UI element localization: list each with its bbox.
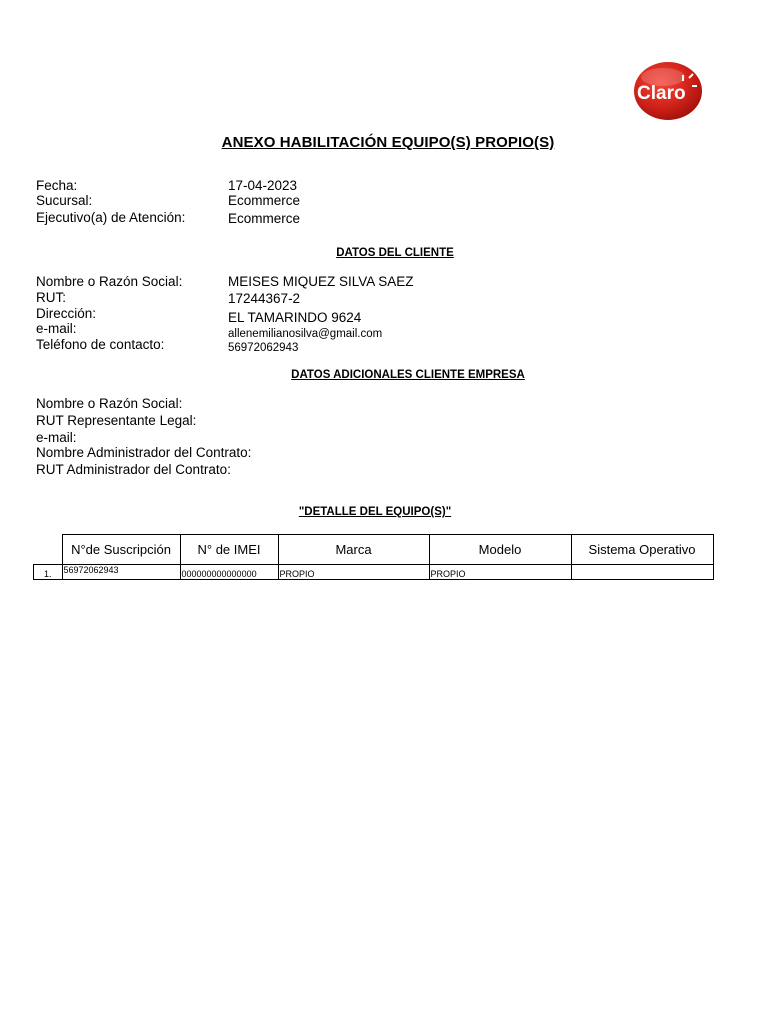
cliente-section-title: DATOS DEL CLIENTE	[336, 247, 454, 259]
col-imei-header: N° de IMEI	[180, 535, 278, 565]
empresa-section-title: DATOS ADICIONALES CLIENTE EMPRESA	[291, 369, 525, 381]
cliente-rut-value: 17244367-2	[228, 291, 301, 306]
cell-marca: PROPIO	[278, 565, 429, 580]
ejecutivo-label: Ejecutivo(a) de Atención:	[36, 210, 186, 225]
cliente-rut-label: RUT:	[36, 290, 66, 305]
cliente-email-label: e-mail:	[36, 321, 77, 336]
cell-so	[571, 565, 713, 580]
empresa-email-label: e-mail:	[36, 430, 77, 445]
col-marca-header: Marca	[278, 535, 429, 565]
document-title: ANEXO HABILITACIÓN EQUIPO(S) PROPIO(S)	[221, 134, 555, 151]
fecha-value: 17-04-2023	[228, 178, 298, 193]
sucursal-label: Sucursal:	[36, 193, 93, 208]
empresa-nombre-label: Nombre o Razón Social:	[36, 396, 183, 411]
empresa-rut-admin-label: RUT Administrador del Contrato:	[36, 462, 231, 477]
equipo-section-title: "DETALLE DEL EQUIPO(S)"	[298, 506, 452, 518]
empresa-rut-rep-label: RUT Representante Legal:	[36, 413, 197, 428]
sucursal-value: Ecommerce	[228, 193, 301, 208]
cliente-email-value: allenemilianosilva@gmail.com	[228, 328, 383, 340]
cliente-nombre-value: MEISES MIQUEZ SILVA SAEZ	[228, 274, 414, 289]
claro-logo	[633, 61, 703, 121]
row-number: 1.	[34, 565, 63, 580]
table-row	[34, 565, 714, 580]
table-header-row	[34, 535, 714, 565]
cell-modelo: PROPIO	[429, 565, 571, 580]
fecha-label: Fecha:	[36, 178, 78, 193]
row-number-header	[34, 535, 63, 565]
cell-imei: 000000000000000	[180, 565, 278, 580]
cliente-direccion-value: EL TAMARINDO 9624	[228, 310, 362, 325]
cliente-direccion-label: Dirección:	[36, 306, 97, 321]
cliente-telefono-value: 56972062943	[228, 342, 299, 354]
equipment-table	[33, 534, 714, 580]
col-so-header: Sistema Operativo	[571, 535, 713, 565]
cell-suscripcion: 56972062943	[62, 565, 180, 580]
empresa-admin-label: Nombre Administrador del Contrato:	[36, 445, 252, 460]
ejecutivo-value: Ecommerce	[228, 211, 301, 226]
cliente-nombre-label: Nombre o Razón Social:	[36, 274, 183, 289]
cliente-telefono-label: Teléfono de contacto:	[36, 337, 165, 352]
logo-text: Claro	[637, 83, 686, 104]
col-modelo-header: Modelo	[429, 535, 571, 565]
col-suscripcion-header: N°de Suscripción	[62, 535, 180, 565]
